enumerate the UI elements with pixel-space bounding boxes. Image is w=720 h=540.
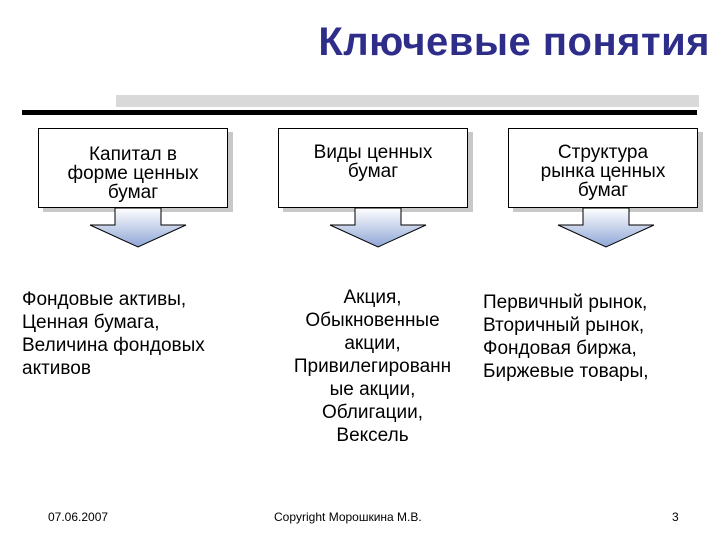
concept-box-capital	[38, 128, 228, 208]
slide-title: Ключевые понятия	[318, 20, 710, 64]
concept-box-label: Виды ценных бумаг	[313, 142, 433, 182]
concept-box-label: Капитал в форме ценных бумаг	[67, 144, 199, 203]
page-number: 3	[672, 510, 679, 524]
concept-box-structure	[508, 128, 698, 208]
concept-box-types	[278, 128, 468, 208]
security-types-text: Акция, Обыкновенные акции, Привилегированн ые акции, Облигации, Вексель	[293, 287, 452, 446]
down-arrow-icon	[88, 208, 188, 248]
title-underline	[22, 110, 697, 115]
market-structure-text: Первичный рынок, Вторичный рынок, Фондовая биржа, Биржевые товары,	[483, 292, 649, 382]
footer-copyright: Copyright Морошкина М.В.	[274, 510, 422, 524]
capital-terms-text: Фондовые активы, Ценная бумага, Величина фондовых активов	[22, 289, 205, 379]
down-arrow-icon	[328, 208, 428, 248]
concept-box-label: Структура рынка ценных бумаг	[540, 142, 666, 201]
title-shadow-bar	[116, 95, 699, 107]
footer-date: 07.06.2007	[48, 510, 109, 524]
down-arrow-icon	[556, 208, 656, 248]
